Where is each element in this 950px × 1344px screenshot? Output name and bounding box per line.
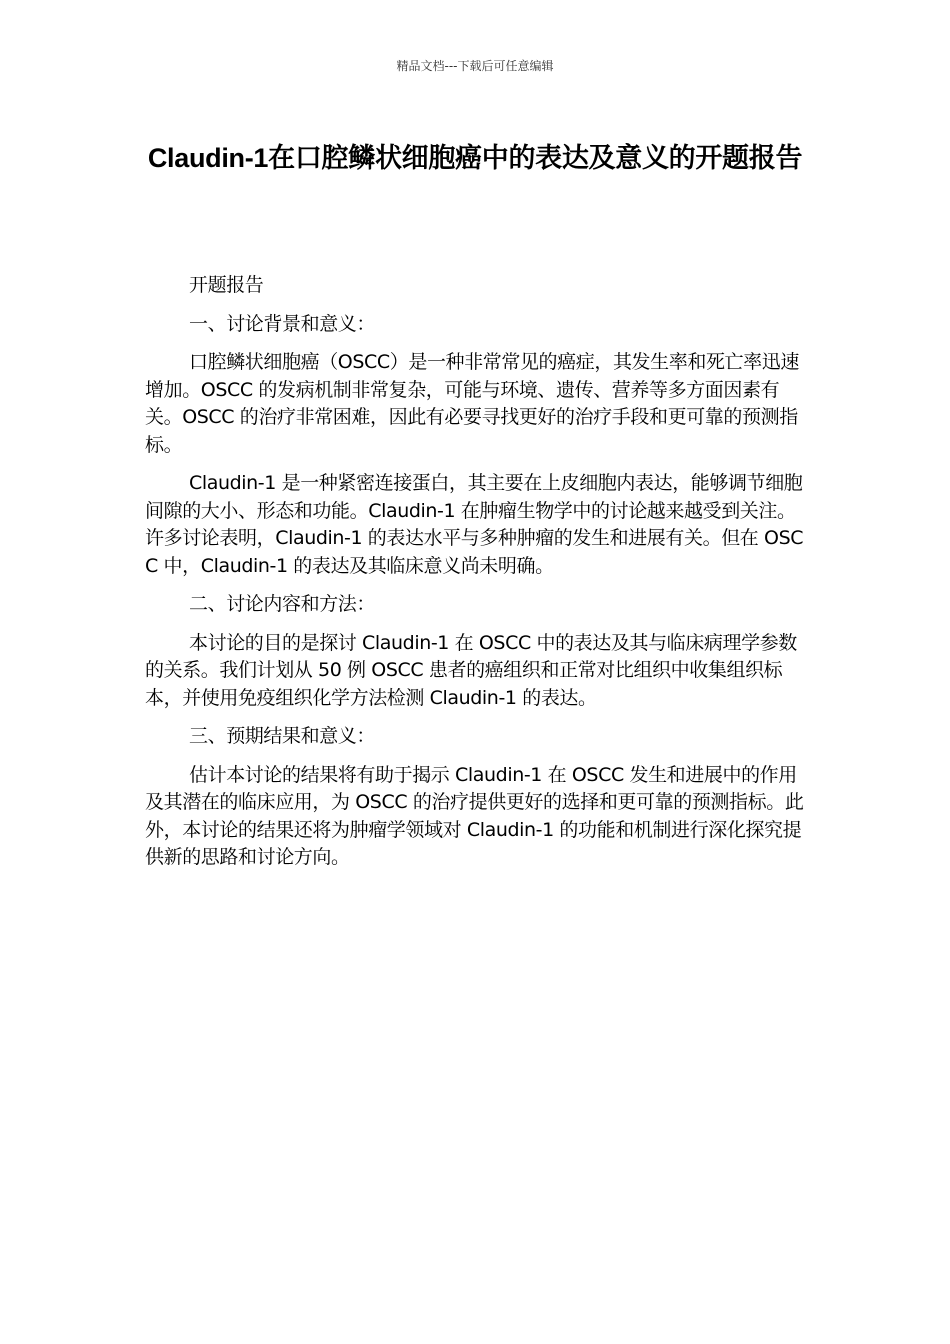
section-heading-background: 一、讨论背景和意义： <box>189 312 376 335</box>
paragraph-methods: 本讨论的目的是探讨 Claudin-1 在 OSCC 中的表达及其与临床病理学参数的关系。我们计划从 50 例 OSCC 患者的癌组织和正常对比组织中收集组织标本，并使用免疫组织化学方法检测 Claudin-1 的表达。 <box>145 631 797 709</box>
paragraph-claudin-background: Claudin-1 是一种紧密连接蛋白，其主要在上皮细胞内表达，能够调节细胞间隙的大小、形态和功能。Claudin-1 在肿瘤生物学中的讨论越来越受到关注。许多讨论表明，Claudin-1 的表达水平与多种肿瘤的发生和进展有关。但在 OSCC 中，Claudin-1 的表达及其临床意义尚未明确。 <box>145 472 804 577</box>
document-body <box>145 272 810 883</box>
section-label-opening-report: 开题报告 <box>189 274 264 296</box>
section-heading-methods: 二、讨论内容和方法： <box>189 593 376 615</box>
document-title: Claudin-1在口腔鳞状细胞癌中的表达及意义的开题报告 <box>147 143 803 173</box>
section-heading-expected-results: 三、预期结果和意义： <box>189 725 376 747</box>
paragraph-expected-results: 估计本讨论的结果将有助于揭示 Claudin-1 在 OSCC 发生和进展中的作用及其潜在的临床应用，为 OSCC 的治疗提供更好的选择和更可靠的预测指标。此外，本讨论的结果还将为肿瘤学领域对 Claudin-1 的功能和机制进行深化探究提供新的思路和讨论方向。 <box>145 763 804 868</box>
paragraph-oscc-background: 口腔鳞状细胞癌（OSCC）是一种非常常见的癌症，其发生率和死亡率迅速增加。OSCC 的发病机制非常复杂，可能与环境、遗传、营养等多方面因素有关。OSCC 的治疗非常困难，因此有必要寻找更好的治疗手段和更可靠的预测指标。 <box>145 351 799 456</box>
page-header: 精品文档---下载后可任意编辑 <box>396 59 554 73</box>
